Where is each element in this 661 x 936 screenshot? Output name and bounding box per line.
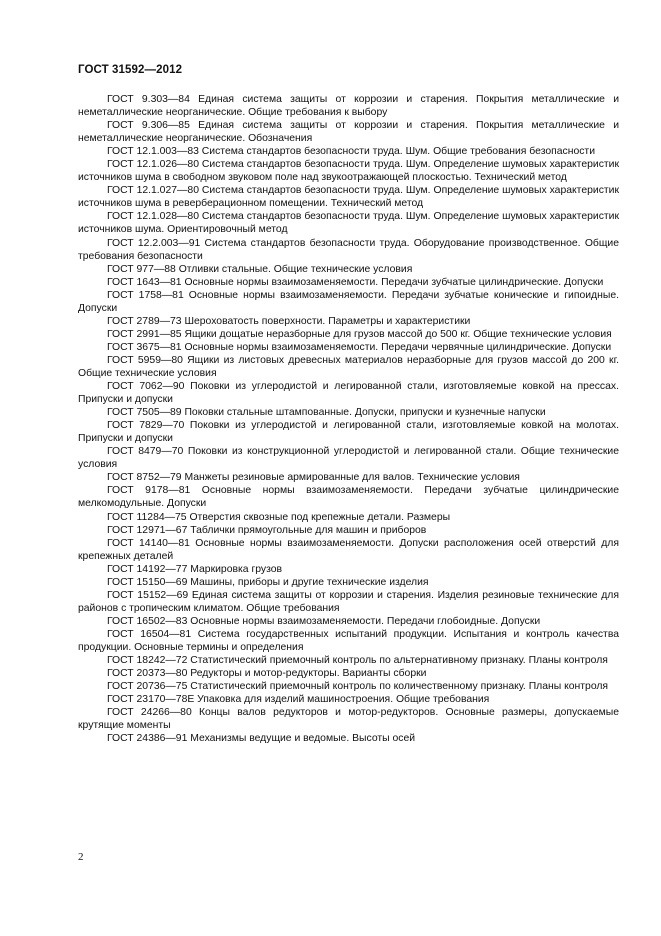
- reference-entry: ГОСТ 11284—75 Отверстия сквозные под крепежные детали. Размеры: [107, 511, 451, 523]
- reference-entry: ГОСТ 12.1.027—80 Система стандартов безопасности труда. Шум. Определение шумовых характеристик источников шума в реверберационном помещении. Технический метод: [78, 185, 619, 210]
- reference-entry: ГОСТ 2789—73 Шероховатость поверхности. Параметры и характеристики: [107, 315, 471, 327]
- reference-entry: ГОСТ 12.1.028—80 Система стандартов безопасности труда. Шум. Определение шумовых характеристик источников шума. Ориентировочный метод: [78, 211, 619, 236]
- reference-entry: ГОСТ 16504—81 Система государственных испытаний продукции. Испытания и контроль качества продукции. Основные термины и определения: [78, 628, 619, 653]
- reference-entry: ГОСТ 16502—83 Основные нормы взаимозаменяемости. Передачи глобоидные. Допуски: [107, 615, 541, 627]
- reference-entry: ГОСТ 8479—70 Поковки из конструкционной углеродистой и легированной стали. Общие технические условия: [78, 446, 619, 471]
- reference-entry: ГОСТ 5959—80 Ящики из листовых древесных материалов неразборные для грузов массой до 200 кг. Общие технические условия: [78, 354, 619, 379]
- page-number: 2: [78, 851, 84, 863]
- reference-entry: ГОСТ 7062—90 Поковки из углеродистой и легированной стали, изготовляемые ковкой на прессах. Припуски и допуски: [78, 381, 619, 406]
- reference-entry: ГОСТ 12.1.026—80 Система стандартов безопасности труда. Шум. Определение шумовых характеристик источников шума в свободном звуковом поле над звукоотражающей плоскостью. Технический метод: [78, 159, 619, 184]
- reference-entry: ГОСТ 12971—67 Таблички прямоугольные для машин и приборов: [107, 524, 427, 536]
- reference-entry: ГОСТ 12.2.003—91 Система стандартов безопасности труда. Оборудование производственное. Общие требования безопасности: [78, 237, 619, 262]
- reference-entry: ГОСТ 14140—81 Основные нормы взаимозаменяемости. Допуски расположения осей отверстий для крепежных деталей: [78, 537, 619, 562]
- reference-entry: ГОСТ 12.1.003—83 Система стандартов безопасности труда. Шум. Общие требования безопасности: [107, 146, 595, 158]
- reference-entry: ГОСТ 18242—72 Статистический приемочный контроль по альтернативному признаку. Планы контроля: [107, 655, 608, 667]
- reference-entry: ГОСТ 20736—75 Статистический приемочный контроль по количественному признаку. Планы контроля: [107, 681, 609, 693]
- reference-entry: ГОСТ 23170—78Е Упаковка для изделий машиностроения. Общие требования: [107, 694, 490, 706]
- reference-entry: ГОСТ 9178—81 Основные нормы взаимозаменяемости. Передачи зубчатые цилиндрические мелкомодульные. Допуски: [78, 485, 619, 510]
- reference-entry: ГОСТ 15152—69 Единая система защиты от коррозии и старения. Изделия резиновые технические для районов с тропическим климатом. Общие требования: [78, 589, 619, 614]
- reference-entry: ГОСТ 3675—81 Основные нормы взаимозаменяемости. Передачи червячные цилиндрические. Допуски: [107, 341, 612, 353]
- reference-entry: ГОСТ 24386—91 Механизмы ведущие и ведомые. Высоты осей: [107, 733, 416, 745]
- reference-list: [78, 93, 619, 745]
- reference-entry: ГОСТ 14192—77 Маркировка грузов: [107, 563, 283, 575]
- reference-entry: ГОСТ 7829—70 Поковки из углеродистой и легированной стали, изготовляемые ковкой на молотах. Припуски и допуски: [78, 420, 619, 445]
- reference-entry: ГОСТ 1643—81 Основные нормы взаимозаменяемости. Передачи зубчатые цилиндрические. Допуски: [107, 276, 604, 288]
- reference-entry: ГОСТ 2991—85 Ящики дощатые неразборные для грузов массой до 500 кг. Общие технические условия: [107, 328, 612, 340]
- reference-entry: ГОСТ 977—88 Отливки стальные. Общие технические условия: [107, 263, 413, 275]
- reference-entry: ГОСТ 7505—89 Поковки стальные штампованные. Допуски, припуски и кузнечные напуски: [107, 407, 546, 419]
- reference-entry: ГОСТ 1758—81 Основные нормы взаимозаменяемости. Передачи зубчатые конические и гипоидные. Допуски: [78, 289, 619, 314]
- document-header: ГОСТ 31592—2012: [78, 64, 183, 76]
- reference-entry: ГОСТ 24266—80 Концы валов редукторов и мотор-редукторов. Основные размеры, допускаемые крутящие моменты: [78, 707, 619, 732]
- reference-entry: ГОСТ 8752—79 Манжеты резиновые армированные для валов. Технические условия: [107, 472, 520, 484]
- reference-entry: ГОСТ 9.306—85 Единая система защиты от коррозии и старения. Покрытия металлические и неметаллические неорганические. Обозначения: [78, 120, 619, 145]
- reference-entry: ГОСТ 9.303—84 Единая система защиты от коррозии и старения. Покрытия металлические и неметаллические неорганические. Общие требования к выбору: [78, 94, 619, 119]
- reference-entry: ГОСТ 20373—80 Редукторы и мотор-редукторы. Варианты сборки: [107, 668, 427, 680]
- reference-entry: ГОСТ 15150—69 Машины, приборы и другие технические изделия: [107, 576, 429, 588]
